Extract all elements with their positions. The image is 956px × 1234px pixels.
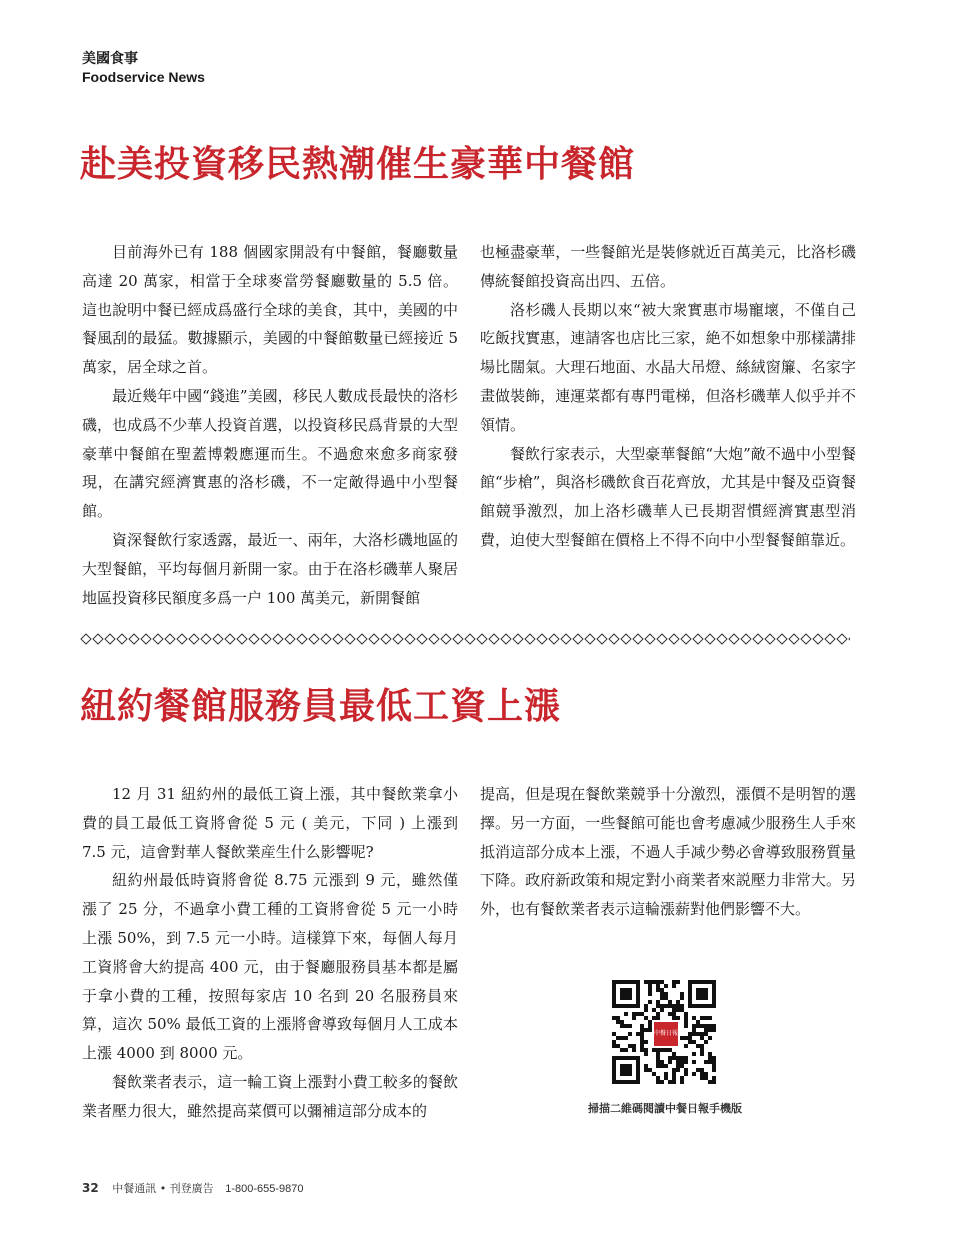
page-number: 32: [82, 1181, 99, 1195]
footer-phone: 1-800-655-9870: [225, 1183, 304, 1195]
diamond-divider: [80, 632, 850, 646]
article1-paragraph: 也極盡豪華，一些餐館光是裝修就近百萬美元，比洛杉磯傳統餐館投資高出四、五倍。: [480, 243, 856, 290]
footer-text: 中餐通訊 • 刊登廣告: [112, 1182, 214, 1195]
section-header: [82, 50, 205, 86]
article1-paragraph: 餐飲行家表示，大型豪華餐館“大炮”敵不過中小型餐館“步槍”，與洛杉磯飲食百花齊放，尤其是中餐及亞資餐館競爭激烈，加上洛杉磯華人已長期習慣經濟實惠型消費，迫使大型餐館在價格上不得不向中小型餐餐館靠近。: [480, 444, 856, 549]
article1-paragraph: 資深餐飲行家透露，最近一、兩年，大洛杉磯地區的大型餐館，平均每個月新開一家。由于在洛杉磯華人聚居地區投資移民額度多爲一户 100 萬美元，新開餐館: [82, 530, 458, 607]
article1-paragraph: 最近幾年中國“錢進”美國，移民人數成長最快的洛杉磯，也成爲不少華人投資首選，以投資移民爲背景的大型豪華中餐館在聖蓋博穀應運而生。不過愈來愈多商家發現，在講究經濟實惠的洛杉磯，不一定敵得過中小型餐館。: [82, 386, 458, 521]
article1-paragraph: 目前海外已有 188 個國家開設有中餐館，餐廳數量高達 20 萬家，相當于全球麥當勞餐廳數量的 5.5 倍。這也說明中餐已經成爲盛行全球的美食，其中，美國的中餐風刮的最猛。數據顯示，美國的中餐館數量已經接近 5 萬家，居全球之首。: [82, 243, 458, 377]
article2-column-left: [82, 780, 458, 1126]
page-footer: [82, 1180, 303, 1196]
article1-column-left: [82, 238, 458, 612]
section-title-zh: 美國食事: [82, 51, 138, 67]
article1-paragraph: 洛杉磯人長期以來“被大衆實惠市場寵壞，不僅自己吃飯找實惠，連請客也店比三家，絶不如想象中那樣講排場比闊氣。大理石地面、水晶大吊燈、絲絨窗簾、名家字畫做裝飾，連運菜都有專門電梯，但洛杉磯華人似乎并不領情。: [480, 300, 856, 434]
qr-center-logo: 中餐日報: [652, 1020, 680, 1048]
article1-title: 赴美投資移民熱潮催生豪華中餐館: [80, 143, 636, 185]
qr-caption: 掃描二維碼閱讀中餐日報手機版: [588, 1102, 742, 1115]
article2-paragraph: 紐約州最低時資將會從 8.75 元漲到 9 元，雖然僅漲了 25 分，不過拿小費工種的工資將會從 5 元一小時上漲 50%，到 7.5 元一小時。這樣算下來，每個人每月工資將會大約提高 400 元，由于餐廳服務員基本都是屬于拿小費的工種，按照每家店 10 名到 20 名服務員來算，這次 50% 最低工資的上漲將會導致每個月人工成本上漲 4000 到 8000 元。: [82, 871, 458, 1063]
qr-code[interactable]: [612, 980, 716, 1084]
article2-title: 紐約餐館服務員最低工資上漲: [80, 685, 562, 727]
article2-paragraph: 12 月 31 紐約州的最低工資上漲，其中餐飲業拿小費的員工最低工資將會從 5 元 ( 美元，下同 ) 上漲到 7.5 元，這會對華人餐飲業産生什么影響呢?: [82, 785, 458, 861]
article2-paragraph: 餐飲業者表示，這一輪工資上漲對小費工較多的餐飲業者壓力很大，雖然提高菜價可以彌補這部分成本的: [82, 1072, 458, 1120]
section-title-en: Foodservice News: [82, 69, 205, 85]
article1-column-right: [480, 238, 856, 555]
article2-column-right: [480, 780, 856, 924]
article2-paragraph: 提高，但是現在餐飲業競爭十分激烈，漲價不是明智的選擇。另一方面，一些餐館可能也會考慮减少服務生人手來抵消這部分成本上漲，不過人手减少勢必會導致服務質量下降。政府新政策和規定對小商業者來説壓力非常大。另外，也有餐飲業者表示這輪漲薪對他們影響不大。: [480, 785, 856, 919]
